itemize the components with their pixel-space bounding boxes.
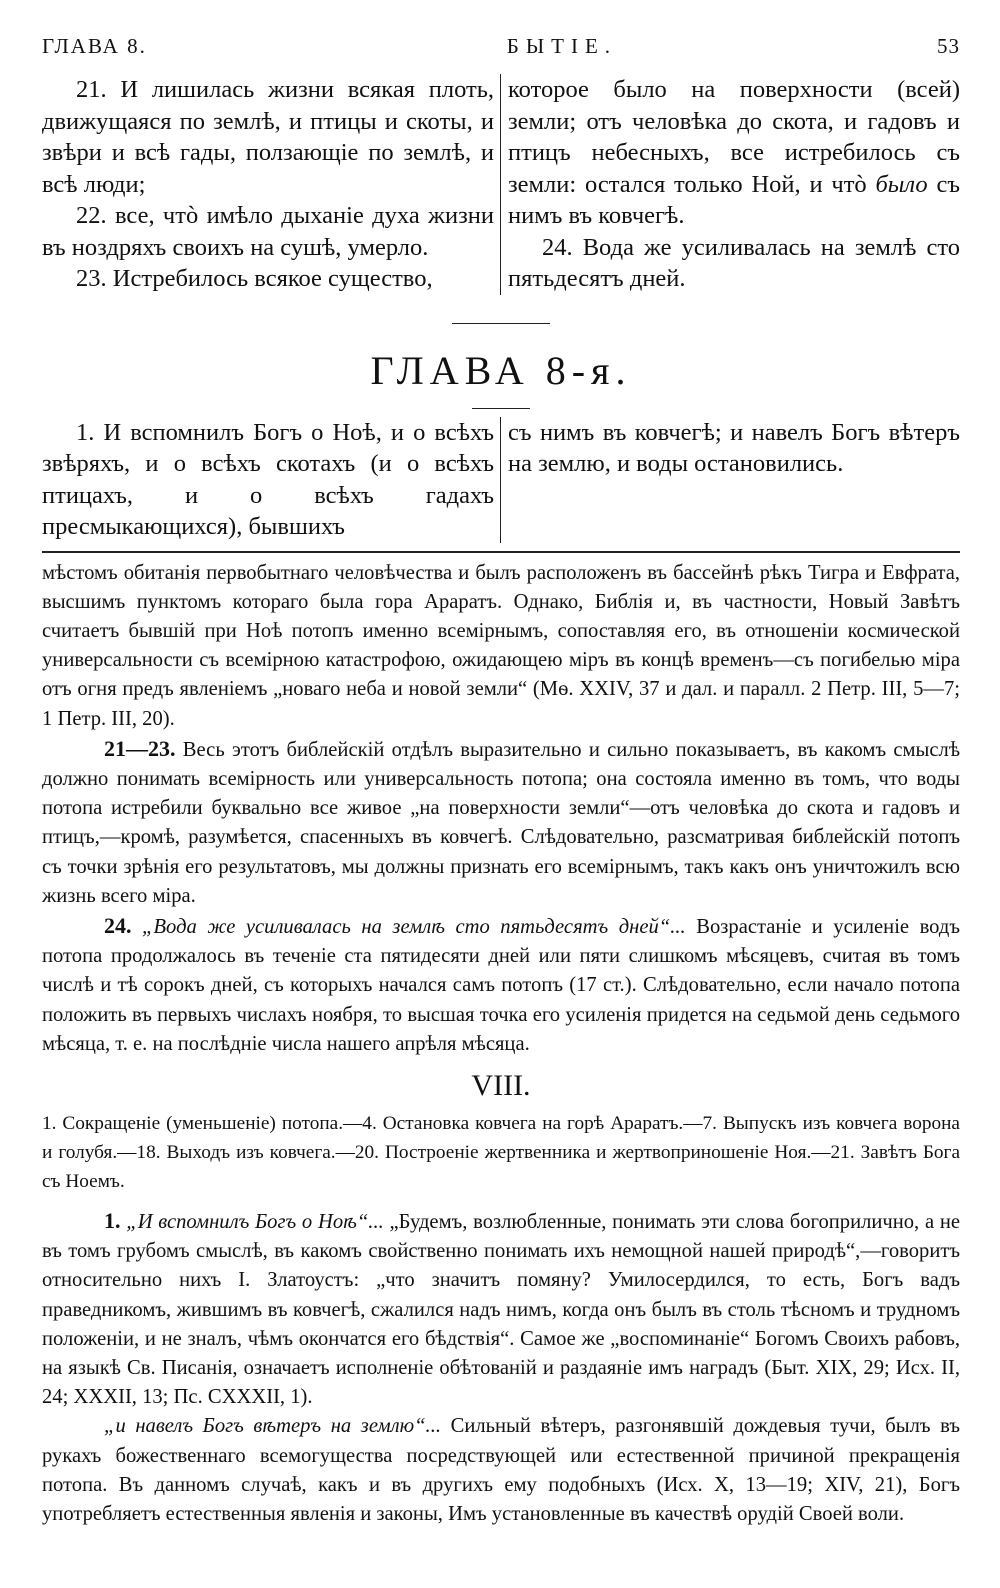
commentary-paragraph [42,1206,960,1412]
header-book-title: БЫТІЕ. [506,34,618,58]
page-number: 53 [936,34,960,58]
verse-23-continued [508,74,960,232]
commentary-block-2 [42,1206,960,1529]
verse-22: 22. все, чтò имѣло дыханіе духа жизни въ ноздряхъ своихъ на сушѣ, умерло. [42,202,494,261]
running-header [42,34,960,74]
verse-23-cont-b: съ нимъ въ ковчегѣ. [508,170,960,229]
verse-23: 23. Истребилось всякое существо, [76,265,433,292]
scripture-column-left [42,74,501,295]
commentary-text: „Будемъ, возлюбленные, понимать эти слова богоприлично, а не въ томъ грубомъ смыслѣ, въ какомъ свойственно понимать ихъ немощной нашей природѣ“,—говоритъ относительно нихъ І. Златоустъ: „что значитъ помяну? Умилосердился, то есть, Богъ вадъ праведникомъ, жившимъ въ ковчегѣ, сжалился надъ нимъ, когда онъ былъ въ столь тѣсномъ и трудномъ положеніи, и не зналъ, чѣмъ окончатся его бѣдствія“. Самое же „воспоминаніе“ Богомъ Своихъ рабовъ, на языкѣ Св. Писанія, означаетъ исполненіе обѣтованій и раздаяніе имъ наградъ (Быт. XIX, 29; Исх. II, 24; XXXII, 13; Пс. CXXXII, 1). [42,1210,960,1409]
chapter-verse-1: 1. И вспомнилъ Богъ о Ноѣ, и о всѣхъ звѣряхъ, и о всѣхъ скотахъ (и о всѣхъ птицахъ, и о всѣхъ гадахъ пресмыкающихся), бывшихъ [42,418,494,540]
scripture-columns-chapter [42,417,960,543]
verse-24: 24. Вода же усиливалась на землѣ сто пятьдесятъ дней. [508,233,960,292]
header-chapter: ГЛАВА 8. [42,34,147,58]
commentary-text: Возрастаніе и усиленіе водъ потопа продолжалось въ теченіе ста пятидесяти дней или пяти слишкомъ мѣсяцевъ, считая въ томъ числѣ и тѣ сорокъ дней, съ которыхъ начался самъ потопъ (17 ст.). Слѣдовательно, если начало потопа положить въ первыхъ числахъ ноября, то высшая точка его усиленія придется на седьмой день седьмого мѣсяца, т. е. на послѣдніе числа нашего апрѣля мѣсяца. [42,915,960,1055]
commentary-paragraph [42,1412,960,1529]
divider-short-bottom [472,408,530,409]
divider-full [42,551,960,553]
chapter-title: ГЛАВА 8-я. [370,347,632,393]
commentary-paragraph [42,911,960,1059]
quoted-verse: „Вода же усиливалась на землѣ сто пятьдесятъ дней“... [131,915,686,938]
verse-ref: 21—23. [104,735,176,761]
scripture-columns-top [42,74,960,295]
quoted-verse: „И вспомнилъ Богъ о Ноѣ“... [120,1210,384,1233]
commentary-paragraph [42,734,960,911]
verse-21: 21. И лишилась жизни всякая плоть, движущаяся по землѣ, и птицы и скоты, и звѣри и всѣ гады, ползающіе по землѣ, и всѣ люди; [42,76,494,198]
verse-ref: 1. [104,1207,121,1233]
scripture-column-right [501,74,960,295]
chapter-summary [42,1109,960,1196]
divider-short-top [452,323,550,324]
chapter-verse-1-continued: съ нимъ въ ковчегѣ; и навелъ Богъ вѣтеръ на землю, и воды остановились. [508,418,960,477]
chapter-column-right [501,417,960,543]
chapter-column-left [42,417,501,543]
commentary-block-1 [42,559,960,1059]
book-page [42,34,960,1574]
verse-ref: 24. [104,912,132,938]
section-numeral: VIII. [471,1068,531,1102]
commentary-paragraph: мѣстомъ обитанія первобытнаго человѣчества и былъ расположенъ въ бассейнѣ рѣкъ Тигра и Евфрата, высшимъ пунктомъ котораго была гора Араратъ. Однако, Библія и, въ частности, Новый Завѣтъ считаетъ бывшій при Ноѣ потопъ именно всемірнымъ, сопоставляя его, въ отношеніи космической универсальности съ всемірною катастрофою, ожидающею міръ въ концѣ временъ—съ погибелью міра отъ огня предъ явленіемъ „новаго неба и новой земли“ (Мѳ. XXIV, 37 и дал. и паралл. 2 Петр. III, 5—7; 1 Петр. III, 20). [42,561,960,730]
quoted-verse: „и навелъ Богъ вѣтеръ на землю“... [104,1415,441,1438]
summary-text: 1. Сокращеніе (уменьшеніе) потопа.—4. Остановка ковчега на горѣ Араратъ.—7. Выпускъ изъ ковчега ворона и голубя.—18. Выходъ изъ ковчега.—20. Построеніе жертвенника и жертвоприношеніе Ноя.—21. Завѣтъ Бога съ Ноемъ. [42,1112,960,1192]
commentary-text: Весь этотъ библейскій отдѣлъ выразительно и сильно показываетъ, въ какомъ смыслѣ должно понимать всемірность или универсальность потопа; она состояла именно въ томъ, что воды потопа истребили буквально все живое „на поверхности земли“—отъ человѣка до скота и гадовъ и птицъ,—кромѣ, разумѣется, спасенныхъ въ ковчегѣ. Слѣдовательно, разсматривая библейскій потопъ съ точки зрѣнія его результатовъ, мы должны признать его всемірнымъ, такъ какъ онъ уничтожилъ всю жизнь всего міра. [42,738,960,907]
verse-23-cont-a: которое было на поверхности (всей) земли; отъ человѣка до скота, и гадовъ и птицъ небесныхъ, все истребилось съ земли: остался только Ной, и чтò [508,76,960,198]
commentary-text: Сильный вѣтеръ, разгонявшій дождевыя тучи, былъ въ рукахъ божественнаго всемогущества посредствующей или естественной причиной прекращенія потопа. Въ данномъ случаѣ, какъ и въ другихъ ему подобныхъ (Исх. X, 13—19; XIV, 21), Богъ употребляетъ естественныя явленія и законы, Имъ установленные въ качествѣ орудій Своей воли. [42,1415,960,1525]
verse-23-italic-word: было [875,170,928,198]
